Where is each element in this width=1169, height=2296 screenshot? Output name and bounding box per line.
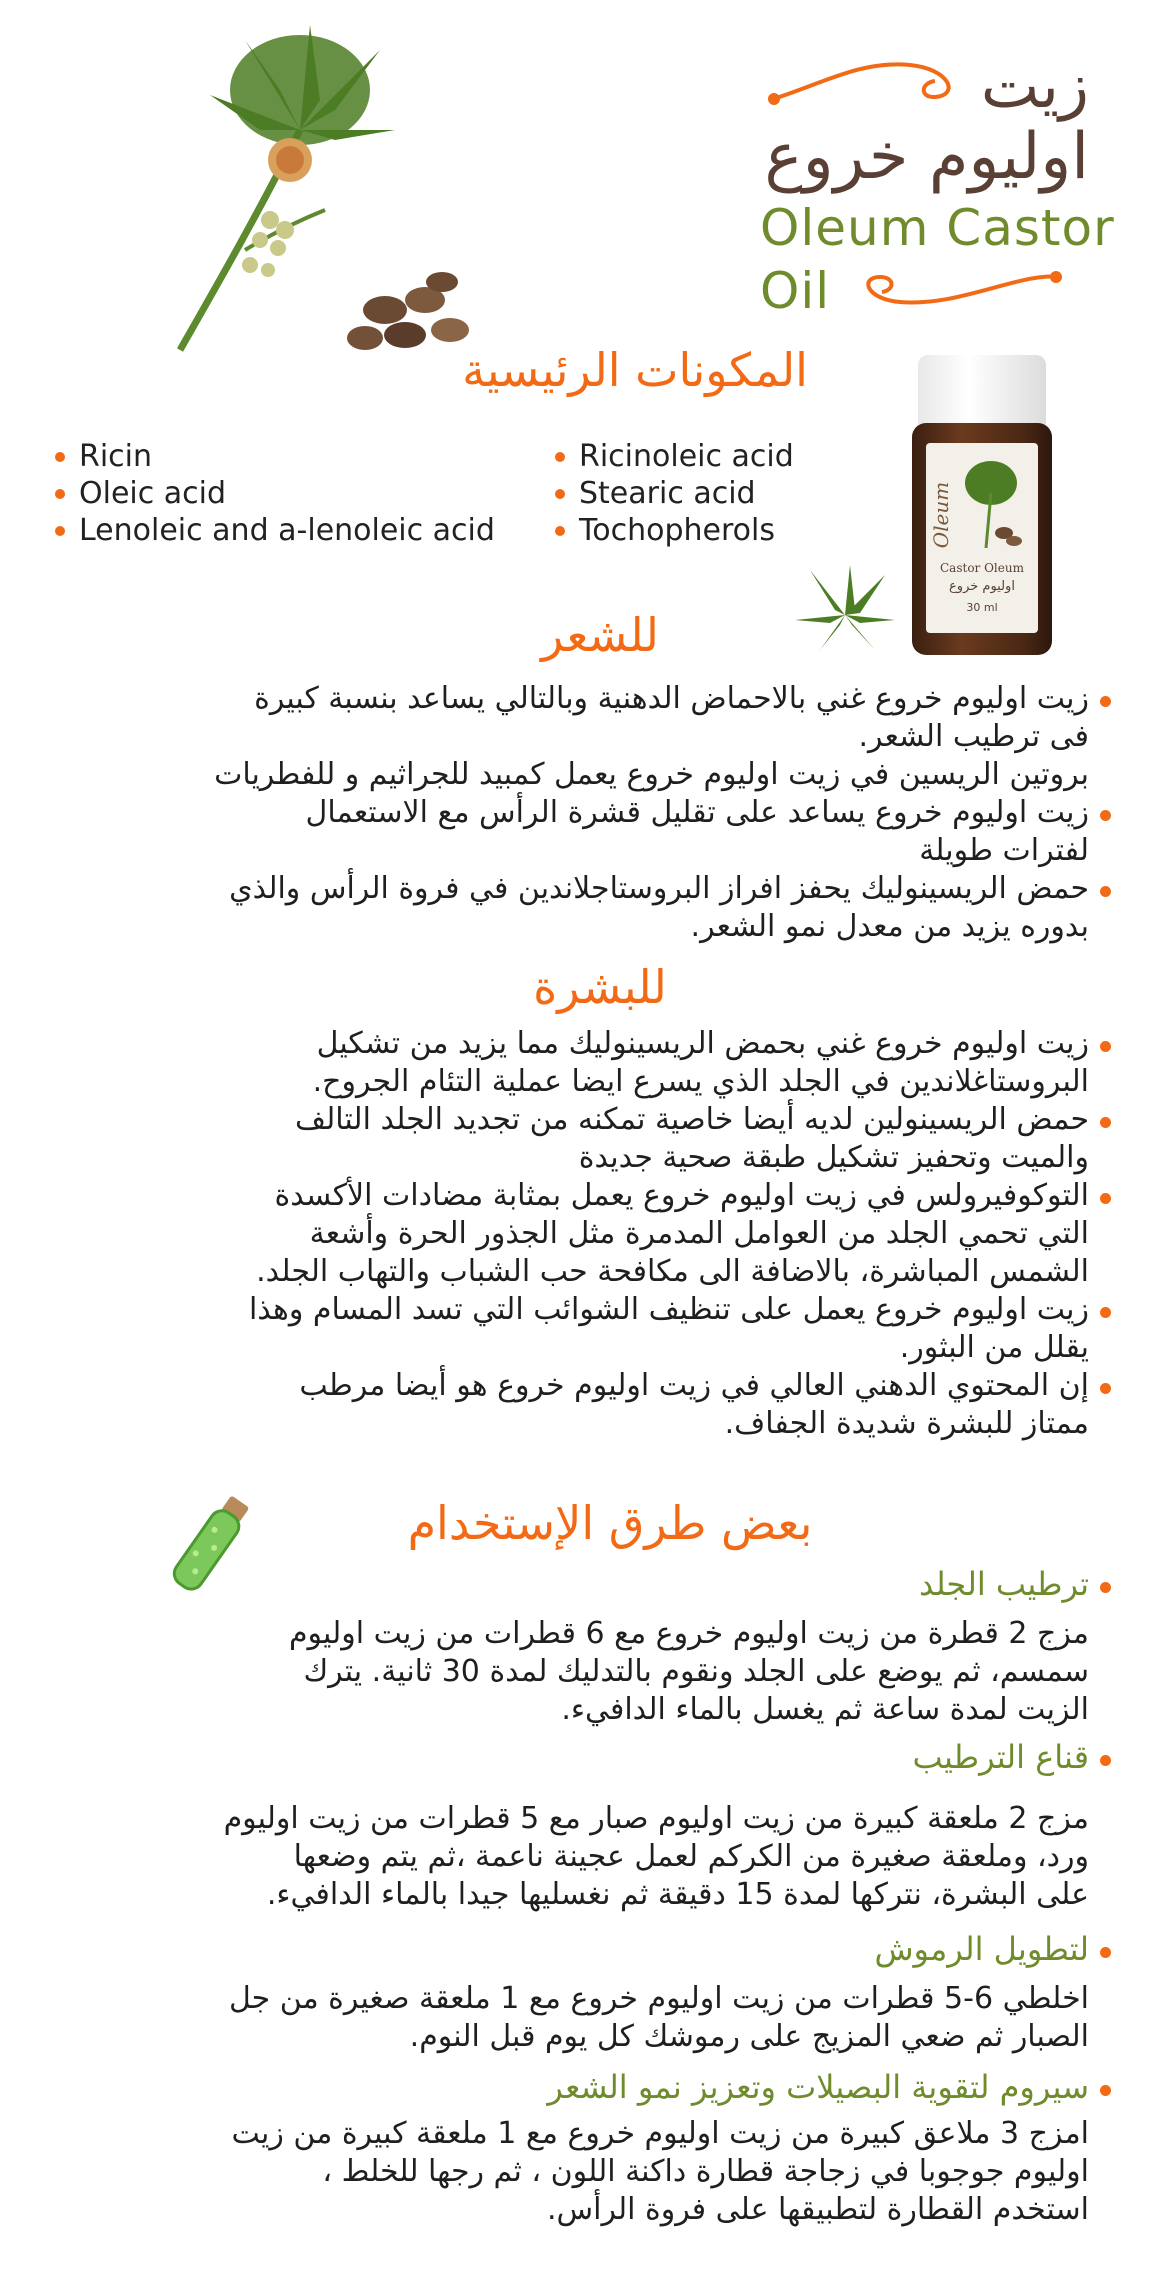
list-item: لفترات طويلة: [919, 833, 1089, 868]
castor-plant-icon: [956, 453, 1026, 553]
title-arabic-line1: زيت: [980, 49, 1089, 122]
list-item: بروتين الريسين في زيت اوليوم خروع يعمل كمبيد للجراثيم و للفطريات: [214, 757, 1089, 792]
castor-seeds: [347, 272, 469, 350]
bottle-label-en: Castor Oleum: [940, 561, 1024, 575]
usage-title-moisturizing-mask: قناع الترطيب: [912, 1738, 1089, 1776]
bottle-cap: [918, 355, 1046, 427]
list-item: التوكوفيرولس في زيت اوليوم خروع يعمل بمثابة مضادات الأكسدة: [49, 1177, 1089, 1215]
bottle-brand: Oleum: [929, 481, 954, 549]
bottle-label: [926, 443, 1038, 633]
list-item: البروستاغلاندين في الجلد الذي يسرع ايضا عملية التئام الجروح.: [312, 1064, 1089, 1099]
list-item: Tochopherols: [555, 512, 794, 549]
ingredients-list-right: [555, 438, 794, 549]
skin-heading: للبشرة: [533, 960, 667, 1014]
ingredients-heading: المكونات الرئيسية: [462, 343, 808, 397]
list-item: Stearic acid: [555, 475, 794, 512]
usage-line: سمسم، ثم يوضع على الجلد ونقوم بالتدليك لمدة 30 ثانية. يترك: [303, 1654, 1089, 1689]
usage-line: ورد، وملعقة صغيرة من الكركم لعمل عجينة ناعمة ،ثم يتم وضعها: [293, 1839, 1089, 1874]
list-item: يقلل من البثور.: [899, 1330, 1089, 1365]
usage-title-eyelashes: لتطويل الرموش: [874, 1930, 1089, 1968]
swirl-ornament: [840, 262, 1070, 322]
title-arabic-line2: اوليوم خروع: [764, 120, 1089, 194]
list-item: حمض الريسينوليك يحفز افراز البروستاجلاندين في فروة الرأس والذي: [49, 870, 1089, 908]
bottle-label-ar: اوليوم خروع: [949, 579, 1015, 594]
castor-plant-illustration: [150, 20, 480, 360]
list-item: Ricin: [55, 438, 495, 475]
usage-line: اخلطي 6-5 قطرات من زيت اوليوم خروع مع 1 ملعقة صغيرة من جل: [228, 1981, 1089, 2016]
list-item: الشمس المباشرة، بالاضافة الى مكافحة حب الشباب والتهاب الجلد.: [256, 1254, 1089, 1289]
list-item: Ricinoleic acid: [555, 438, 794, 475]
usage-text: [69, 1615, 1089, 1729]
usage-text: [69, 1800, 1089, 1914]
usage-line: الزيت لمدة ساعة ثم يغسل بالماء الدافيء.: [561, 1692, 1089, 1727]
swirl-ornament: [760, 45, 990, 115]
list-item: والميت وتحفيز تشكيل طبقة صحية جديدة: [578, 1140, 1089, 1175]
list-item: Oleic acid: [55, 475, 495, 512]
usage-line: مزج 2 قطرة من زيت اوليوم خروع مع 6 قطرات من زيت اوليوم: [288, 1616, 1089, 1651]
list-item: فى ترطيب الشعر.: [858, 719, 1089, 754]
green-oil-vial-icon: [155, 1490, 265, 1600]
list-item: بدوره يزيد من معدل نمو الشعر.: [690, 909, 1089, 944]
title-english-line1: Oleum Castor: [760, 199, 1115, 257]
list-item: ممتاز للبشرة شديدة الجفاف.: [724, 1406, 1089, 1441]
usage-title-hair-serum: سيروم لتقوية البصيلات وتعزيز نمو الشعر: [547, 2068, 1089, 2106]
bottle-volume: 30 ml: [966, 601, 998, 614]
list-item: إن المحتوي الدهني العالي في زيت اوليوم خروع هو أيضا مرطب: [49, 1367, 1089, 1405]
oil-bottle: [912, 355, 1052, 655]
usage-line: امزج 3 ملاعق كبيرة من زيت اوليوم خروع مع 1 ملعقة كبيرة من زيت: [231, 2116, 1089, 2151]
list-item: زيت اوليوم خروع غني بحمض الريسينوليك مما يزيد من تشكيل: [49, 1025, 1089, 1063]
usage-line: على البشرة، نتركها لمدة 15 دقيقة ثم نغسليها جيدا بالماء الدافيء.: [266, 1877, 1089, 1912]
list-item: زيت اوليوم خروع يساعد على تقليل قشرة الرأس مع الاستعمال: [49, 794, 1089, 832]
list-item: Lenoleic and a-lenoleic acid: [55, 512, 495, 549]
ingredients-list-left: [55, 438, 495, 549]
usage-title-skin-moisturizing: ترطيب الجلد: [919, 1565, 1089, 1603]
hair-heading: للشعر: [541, 608, 659, 662]
list-item: زيت اوليوم خروع غني بالاحماض الدهنية وبالتالي يساعد بنسبة كبيرة: [49, 680, 1089, 718]
usage-text: [69, 1980, 1089, 2056]
usage-line: اوليوم جوجوبا في زجاجة قطارة داكنة اللون ، ثم رجها للخلط ،: [322, 2154, 1089, 2189]
hair-list: [49, 680, 1089, 946]
usage-text: [69, 2115, 1089, 2229]
usage-heading: بعض طرق الإستخدام: [407, 1496, 813, 1550]
usage-line: مزج 2 ملعقة كبيرة من زيت اوليوم صبار مع 5 قطرات من زيت اوليوم: [223, 1801, 1089, 1836]
list-item: زيت اوليوم خروع يعمل على تنظيف الشوائب التي تسد المسام وهذا: [49, 1291, 1089, 1329]
title-english-line2: Oil: [760, 262, 831, 320]
usage-line: الصبار ثم ضعي المزيج على رموشك كل يوم قبل النوم.: [409, 2019, 1089, 2054]
list-item: التي تحمي الجلد من العوامل المدمرة مثل الجذور الحرة وأشعة: [309, 1216, 1089, 1251]
list-item: حمض الريسينولين لديه أيضا خاصية تمكنه من تجديد الجلد التالف: [49, 1101, 1089, 1139]
usage-line: استخدم القطارة لتطبيقها على فروة الرأس.: [546, 2192, 1089, 2227]
skin-list: [49, 1025, 1089, 1443]
